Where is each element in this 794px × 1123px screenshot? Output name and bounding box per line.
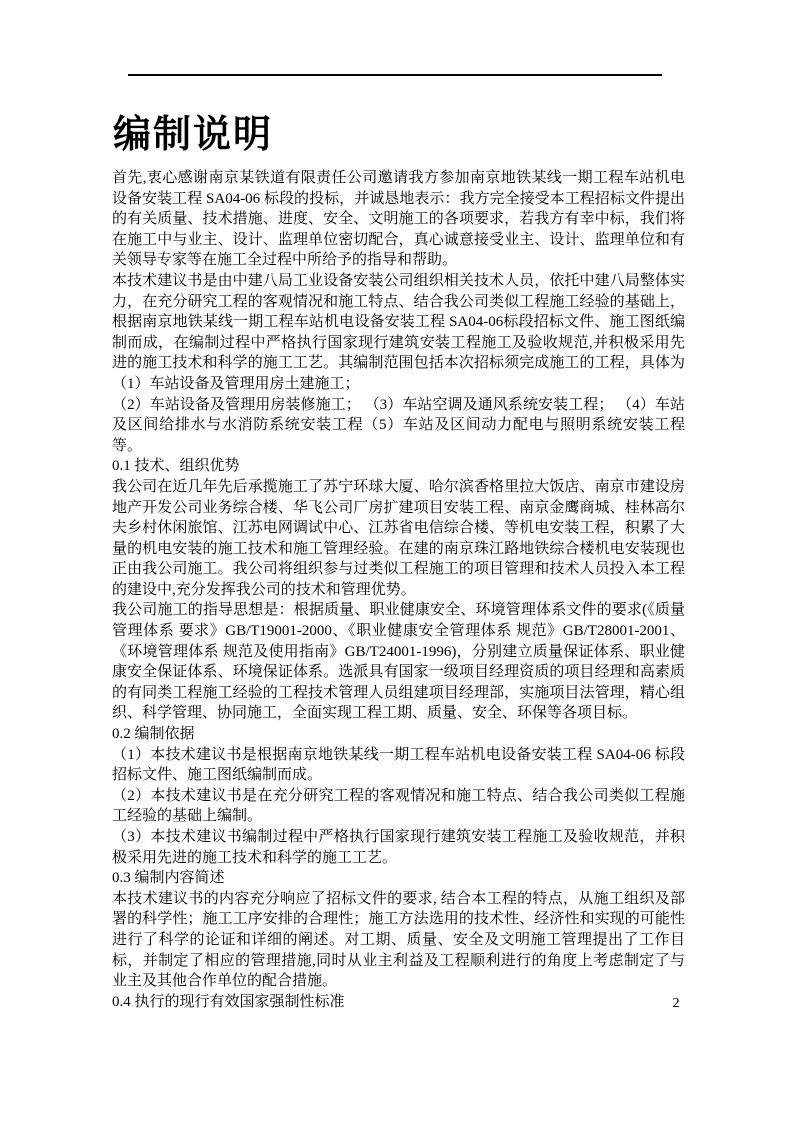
- paragraph: 我公司在近几年先后承揽施工了苏宁环球大厦、哈尔滨香格里拉大饭店、南京市建设房地产开发公司业务综合楼、华飞公司厂房扩建项目安装工程、南京金鹰商城、桂林高尔夫乡村休闲旅馆、江苏电网调试中心、江苏省电信综合楼、等机电安装工程，积累了大量的机电安装的施工技术和施工管理经验。在建的南京珠江路地铁综合楼机电安装现也正由我公司施工。我公司将组织参与过类似工程施工的项目管理和技术人员投入本工程的建设中,充分发挥我公司的技术和管理优势。: [112, 478, 685, 598]
- document-body: [112, 168, 685, 1012]
- paragraph: （2）本技术建议书是在充分研究工程的客观情况和施工特点、结合我公司类似工程施工经验的基础上编制。: [112, 787, 685, 825]
- paragraph: 我公司施工的指导思想是：根据质量、职业健康安全、环境管理体系文件的要求(《质量管理体系 要求》GB/T19001-2000、《职业健康安全管理体系 规范》GB/T28001-2001、《环境管理体系 规范及使用指南》GB/T24001-1996)，分别建立质量保证体系、职业健康安全保证体系、环境保证体系。选派具有国家一级项目经理资质的项目经理和高素质的有同类工程施工经验的工程技术管理人员组建项目经理部，实施项目法管理，精心组织、科学管理、协同施工，全面实现工程工期、质量、安全、环保等各项目标。: [112, 602, 685, 722]
- paragraph: （2）车站设备及管理用房装修施工； （3）车站空调及通风系统安装工程； （4）车站及区间给排水与水消防系统安装工程（5）车站及区间动力配电与照明系统安装工程等。: [112, 396, 685, 454]
- section-heading: 0.3 编制内容简述: [112, 870, 225, 887]
- paragraph: 本技术建议书是由中建八局工业设备安装公司组织相关技术人员，依托中建八局整体实力，在充分研究工程的客观情况和施工特点、结合我公司类似工程施工经验的基础上，根据南京地铁某线一期工程车站机电设备安装工程 SA04-06标段招标文件、施工图纸编制而成，在编制过程中严格执行国家现行建筑安装工程施工及验收规范,并积极采用先进的施工技术和科学的施工工艺。其编制范围包括本次招标须完成施工的工程，具体为（1）车站设备及管理用房土建施工；: [112, 272, 685, 392]
- section-heading: 0.4 执行的现行有效国家强制性标准: [112, 993, 345, 1010]
- section-heading: 0.2 编制依据: [112, 726, 195, 743]
- paragraph: 首先,衷心感谢南京某铁道有限责任公司邀请我方参加南京地铁某线一期工程车站机电设备安装工程 SA04-06 标段的投标，并诚恳地表示：我方完全接受本工程招标文件提出的有关质量、技术措施、进度、安全、文明施工的各项要求，若我方有幸中标，我们将在施工中与业主、设计、监理单位密切配合，真心诚意接受业主、设计、监理单位和有关领导专家等在施工全过程中所给予的指导和帮助。: [112, 170, 685, 269]
- page-number: 2: [672, 996, 680, 1011]
- header-divider: [128, 74, 662, 76]
- paragraph: （1）本技术建议书是根据南京地铁某线一期工程车站机电设备安装工程 SA04-06 标段招标文件、施工图纸编制而成。: [112, 746, 685, 784]
- paragraph: （3）本技术建议书编制过程中严格执行国家现行建筑安装工程施工及验收规范，并积极采用先进的施工技术和科学的施工工艺。: [112, 829, 685, 866]
- paragraph: 本技术建议书的内容充分响应了招标文件的要求, 结合本工程的特点，从施工组织及部署的科学性；施工工序安排的合理性；施工方法选用的技术性、经济性和实现的可能性进行了科学的论证和详细的阐述。对工期、质量、安全及文明施工管理提出了工作目标，并制定了相应的管理措施,同时从业主利益及工程顺利进行的角度上考虑制定了与业主及其他合作单位的配合措施。: [112, 890, 685, 990]
- section-heading: 0.1 技术、组织优势: [112, 458, 240, 475]
- page-title: 编制说明: [113, 114, 274, 156]
